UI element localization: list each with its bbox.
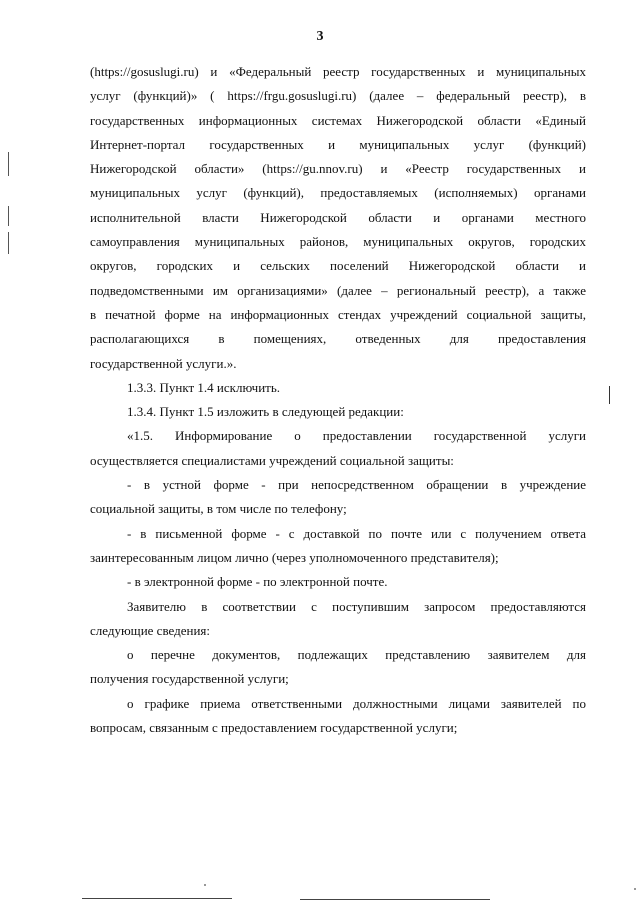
text-line: получения государственной услуги; <box>90 671 289 687</box>
text-line: услуг (функций)» ( https://frgu.gosuslugi.ru) (далее – федеральный реестр), в <box>90 88 586 104</box>
scan-margin-mark <box>8 152 9 176</box>
text-line: государственной услуги.». <box>90 355 237 371</box>
text-line: «1.5. Информирование о предоставлении государственной услуги <box>127 428 586 444</box>
body-text <box>90 60 586 740</box>
text-line: социальной защиты, в том числе по телефону; <box>90 501 347 517</box>
text-line: округов, городских и сельских поселений Нижегородской области и <box>90 258 586 274</box>
text-line: - в письменной форме - с доставкой по почте или с получением ответа <box>127 525 586 541</box>
scan-margin-mark <box>609 386 610 404</box>
text-line: муниципальных услуг (функций), предоставляемых (исполняемых) органами <box>90 185 586 201</box>
text-line: государственных информационных системах Нижегородской области «Единый <box>90 112 586 128</box>
text-line: следующие сведения: <box>90 622 210 638</box>
page-number: 3 <box>316 29 324 44</box>
text-line: подведомственными им организациями» (далее – региональный реестр), а также <box>90 282 586 298</box>
text-line: 1.3.3. Пункт 1.4 исключить. <box>127 379 281 395</box>
text-line: в печатной форме на информационных стендах учреждений социальной защиты, <box>90 306 586 322</box>
text-line: о графике приема ответственными должностными лицами заявителей по <box>127 695 586 711</box>
text-line: - в устной форме - при непосредственном обращении в учреждение <box>127 477 586 493</box>
scan-margin-mark <box>8 232 9 254</box>
text-line: 1.3.4. Пункт 1.5 изложить в следующей редакции: <box>127 404 404 420</box>
text-line: о перечне документов, подлежащих представлению заявителем для <box>127 647 586 663</box>
scan-speck <box>634 888 636 890</box>
scan-bottom-rule <box>82 898 232 899</box>
text-line: заинтересованным лицом лично (через уполномоченного представителя); <box>90 549 499 565</box>
scan-margin-mark <box>8 206 9 226</box>
scan-bottom-rule <box>300 899 490 900</box>
scan-speck <box>204 884 206 886</box>
text-line: вопросам, связанным с предоставлением государственной услуги; <box>90 720 458 736</box>
text-line: Интернет-портал государственных и муниципальных услуг (функций) <box>90 136 586 152</box>
text-line: самоуправления муниципальных районов, муниципальных округов, городских <box>90 234 586 250</box>
text-line: осуществляется специалистами учреждений социальной защиты: <box>90 452 454 468</box>
text-line: располагающихся в помещениях, отведенных для предоставления <box>90 331 586 347</box>
text-line: - в электронной форме - по электронной почте. <box>127 574 388 590</box>
text-line: (https://gosuslugi.ru) и «Федеральный реестр государственных и муниципальных <box>90 64 586 79</box>
text-line: исполнительной власти Нижегородской области и органами местного <box>90 209 586 225</box>
text-line: Заявителю в соответствии с поступившим запросом предоставляются <box>127 598 586 614</box>
text-line: Нижегородской области» (https://gu.nnov.ru) и «Реестр государственных и <box>90 161 586 177</box>
